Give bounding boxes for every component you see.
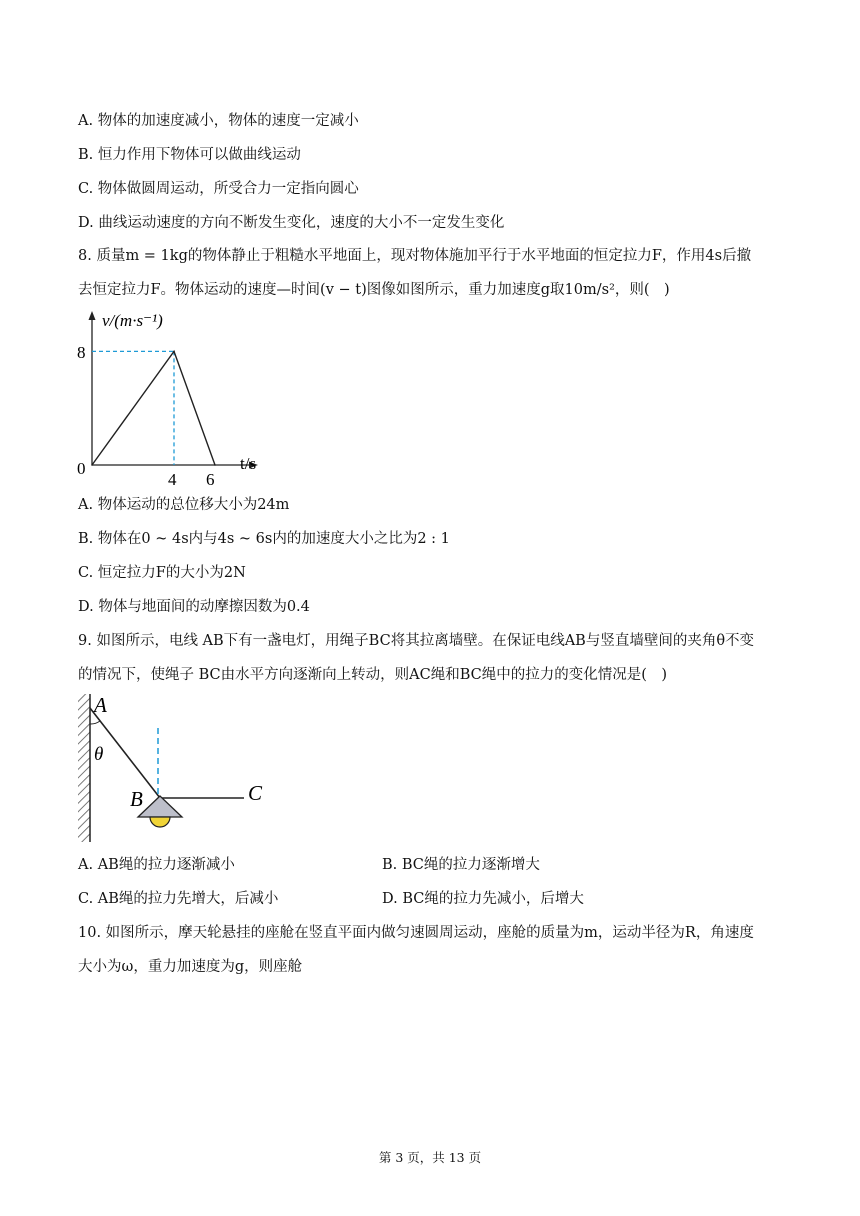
q7-option-b: B. 恒力作用下物体可以做曲线运动 [78,147,301,163]
q9-option-d: D. BC绳的拉力先减小，后增大 [382,891,584,907]
y-axis-label: v/(m·s⁻¹) [102,311,163,330]
data-point-0 [91,464,93,466]
q8-option-d: D. 物体与地面间的动摩擦因数为0.4 [78,599,310,615]
q7-option-d: D. 曲线运动速度的方向不断发生变化，速度的大小不一定发生变化 [78,215,505,231]
y-tick-label: 8 [77,343,86,362]
page-footer: 第 3 页，共 13 页 [378,1150,482,1165]
lamp-shade [138,796,182,817]
angle-arc [90,721,100,724]
q9-stem-line1: 9. 如图所示，电线 AB下有一盏电灯，用绳子BC将其拉离墙壁。在保证电线AB与竖直墙壁间的夹角θ不变 [78,633,755,649]
x-tick-label-6: 6 [206,470,215,488]
lamp-figure [72,690,282,850]
data-point-2 [214,464,216,466]
q9-option-c: C. AB绳的拉力先增大，后减小 [78,891,279,907]
q9-stem-line2: 的情况下，使绳子 BC由水平方向逐渐向上转动，则AC绳和BC绳中的拉力的变化情况是( ) [78,667,668,683]
q10-stem-line2: 大小为ω，重力加速度为g，则座舱 [78,959,303,975]
y-axis-arrow [89,311,96,320]
origin-label: 0 [77,459,86,478]
q8-stem-line2: 去恒定拉力F。物体运动的速度—时间(v − t)图像如图所示，重力加速度g取10m/s²，则( ) [78,282,670,298]
label-c: C [248,781,263,805]
label-b: B [130,787,143,811]
q10-stem-line1: 10. 如图所示，摩天轮悬挂的座舱在竖直平面内做匀速圆周运动，座舱的质量为m，运动半径为R，角速度 [78,925,754,941]
velocity-line [92,351,215,465]
data-point-1 [173,351,175,353]
x-tick-label-4: 4 [168,470,177,488]
lamp-bulb [150,817,170,827]
vt-graph [72,308,272,488]
x-axis-label: t/s [240,454,257,473]
q8-stem-line1: 8. 质量m = 1kg的物体静止于粗糙水平地面上，现对物体施加平行于水平地面的恒定拉力F，作用4s后撤 [78,248,752,264]
wall-hatching [78,694,90,842]
label-theta: θ [94,744,104,765]
label-a: A [94,693,107,717]
q9-option-b: B. BC绳的拉力逐渐增大 [382,857,540,873]
q7-option-a: A. 物体的加速度减小，物体的速度一定减小 [78,113,359,129]
q7-option-c: C. 物体做圆周运动，所受合力一定指向圆心 [78,181,359,197]
q9-option-a: A. AB绳的拉力逐渐减小 [78,857,235,873]
q8-option-c: C. 恒定拉力F的大小为2N [78,565,246,581]
q8-option-b: B. 物体在0 ~ 4s内与4s ~ 6s内的加速度大小之比为2 : 1 [78,531,450,547]
q8-option-a: A. 物体运动的总位移大小为24m [78,497,290,513]
